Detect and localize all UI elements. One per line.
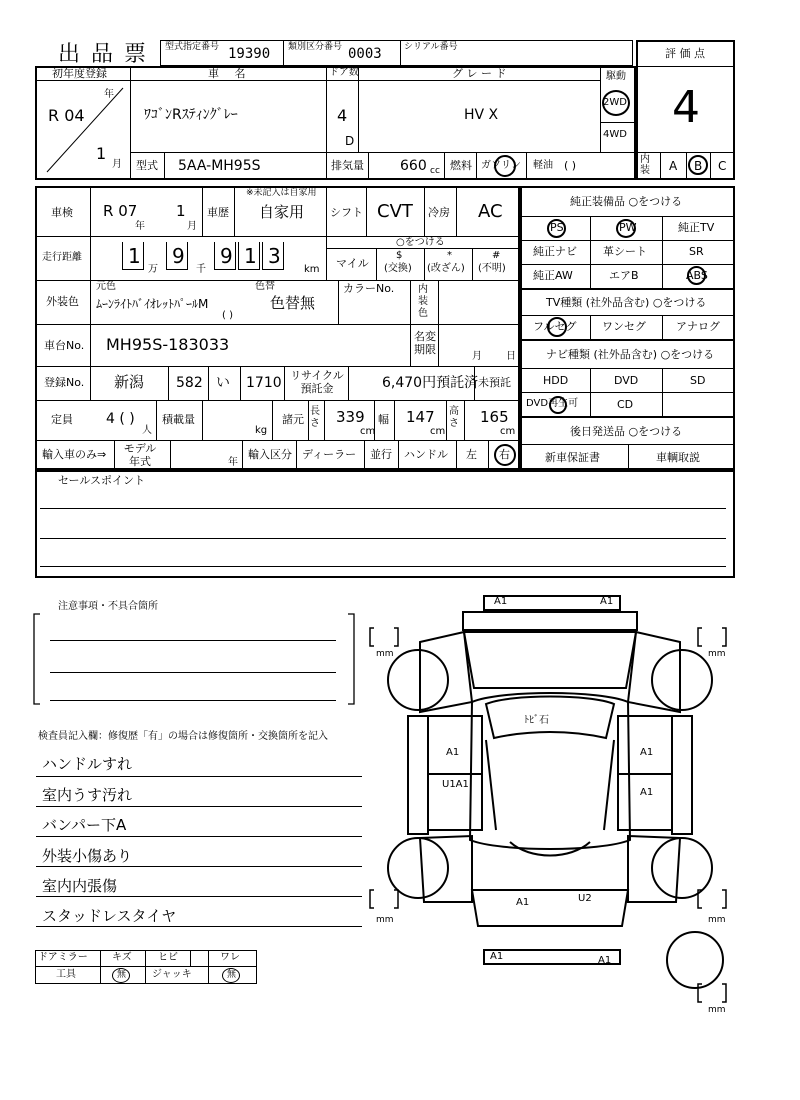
interior-label: 内装	[640, 154, 650, 176]
title-deadline-label: 名変期限	[414, 330, 436, 356]
plate-class: 582	[176, 375, 203, 391]
recycle-label: リサイクル預託金	[290, 369, 344, 395]
equip-ps-circle	[547, 219, 566, 238]
recycle-value: 6,470円預託済	[382, 375, 479, 391]
fuel-gasoline-circle	[494, 155, 516, 177]
unknown-option[interactable]: (不明)	[478, 263, 506, 274]
plate-area: 新潟	[114, 373, 145, 391]
width-cm: cm	[430, 426, 446, 437]
repaint-label: 色替	[255, 281, 275, 292]
tools-none-circle	[112, 968, 130, 983]
tv-fullseg-circle	[547, 317, 567, 337]
navi-hdd[interactable]: HDD	[543, 374, 569, 387]
model-year-unit: 年	[228, 457, 238, 468]
tools-label: 工具	[56, 969, 76, 980]
inspection-month-suffix: 月	[187, 221, 197, 232]
category-label: 類別区分番号	[288, 42, 343, 52]
equip-sr[interactable]: SR	[689, 245, 704, 258]
door-mirror-label: ドアミラー	[38, 952, 88, 963]
damage-rear-bumper-right: A1	[598, 955, 612, 966]
genuine-title: 純正装備品 ○をつける	[570, 195, 683, 208]
equip-airbag[interactable]: エアB	[609, 269, 639, 282]
type-designation-label: 型式指定番号	[165, 42, 220, 52]
inspection-label: 車検	[51, 206, 73, 219]
history-value: 自家用	[259, 203, 305, 221]
jack-none-circle	[222, 968, 240, 983]
width-label: 幅	[378, 413, 389, 426]
navi-cd[interactable]: CD	[617, 398, 634, 411]
interior-color-label: 内装色	[418, 284, 428, 319]
damage-rear-a1: A1	[516, 897, 530, 908]
grade-value: HV X	[464, 107, 499, 123]
page-title: 出 品 票	[58, 42, 148, 67]
later-warranty[interactable]: 新車保証書	[545, 451, 600, 464]
equip-ps[interactable]: PS	[550, 221, 564, 234]
handle-right-circle	[494, 444, 516, 466]
mm-rear-right: mm	[708, 915, 726, 925]
mm-front-right: mm	[708, 649, 726, 659]
navi-dvd-play-circle	[549, 396, 567, 414]
mile-option[interactable]: マイル	[336, 257, 369, 270]
handle-right[interactable]: 右	[499, 448, 510, 461]
jack-label: ジャッキ	[152, 969, 192, 980]
chassis-value: MH95S-183033	[106, 335, 230, 354]
length-label: 長さ	[310, 406, 320, 429]
caution-label: 注意事項・不具合箇所	[58, 601, 158, 612]
interior-a: A	[669, 159, 678, 173]
equip-pw-circle	[616, 219, 636, 238]
drive-4wd: 4WD	[603, 129, 627, 140]
color-label: 外装色	[46, 295, 79, 308]
details-box	[35, 186, 520, 470]
tools-none: 無	[117, 970, 127, 980]
repaint-paren: ( )	[222, 310, 233, 321]
recycle-unpaid: 未預託	[478, 376, 511, 389]
equip-leather[interactable]: 革シート	[603, 245, 647, 258]
equip-abs[interactable]: ABS	[686, 269, 708, 282]
mileage-sen: 千	[196, 264, 206, 275]
shift-value: CVT	[377, 201, 413, 222]
damage-front-left: A1	[494, 596, 508, 607]
tv-fullseg[interactable]: フルセグ	[533, 320, 577, 333]
model-value: 5AA-MH95S	[178, 158, 261, 174]
mileage-digit-5: 3	[268, 244, 281, 268]
dealer-option[interactable]: ディーラー	[302, 448, 357, 461]
swap-option[interactable]: (交換)	[384, 263, 412, 274]
mm-spare: mm	[708, 1005, 726, 1015]
ac-value: AC	[478, 201, 503, 222]
height-cm: cm	[500, 426, 516, 437]
history-label: 車歴	[207, 206, 229, 219]
jack-none: 無	[227, 970, 237, 980]
tamper-mark: *	[447, 250, 452, 261]
first-reg-label: 初年度登録	[52, 67, 107, 80]
category-value: 0003	[348, 46, 382, 62]
car-diagram	[360, 590, 740, 1030]
title-day: 日	[506, 351, 516, 362]
fuel-label: 燃料	[450, 159, 472, 172]
note-item-5: 室内内張傷	[42, 877, 118, 895]
note-item-3: バンパー下A	[42, 816, 127, 834]
model-year-label: モデル年式	[123, 442, 157, 468]
score-label: 評 価 点	[665, 47, 705, 60]
load-unit: kg	[255, 425, 268, 436]
mm-rear-left: mm	[376, 915, 394, 925]
damage-left-front-door: A1	[446, 747, 460, 758]
interior-c: C	[718, 159, 727, 173]
damage-left-rear-door: U1A1	[442, 779, 469, 790]
displacement-cc: cc	[430, 166, 440, 176]
dims-label: 諸元	[282, 413, 304, 426]
later-manual[interactable]: 車輌取説	[656, 451, 700, 464]
import-type-label: 輸入区分	[248, 448, 292, 461]
drive-label: 駆動	[606, 71, 626, 82]
navi-title: ナビ種類 (社外品含む) ○をつける	[546, 348, 715, 361]
equip-aw[interactable]: 純正AW	[533, 269, 573, 282]
import-label: 輸入車のみ⇒	[42, 448, 107, 461]
mileage-digit-1: 1	[128, 244, 141, 268]
parallel-option[interactable]: 並行	[370, 448, 392, 461]
car-name-label: 車 名	[208, 67, 252, 80]
type-designation-value: 19390	[228, 46, 271, 62]
unknown-mark: #	[492, 250, 501, 261]
month-suffix: 月	[112, 159, 122, 170]
equip-nav[interactable]: 純正ナビ	[533, 245, 577, 258]
orig-color-label: 元色	[96, 281, 116, 292]
equip-abs-circle	[687, 266, 706, 285]
door-type: D	[345, 134, 355, 148]
first-reg-month: 1	[96, 144, 107, 163]
chassis-label: 車台No.	[44, 339, 85, 352]
fuel-diesel: 軽油	[533, 160, 553, 171]
width-value: 147	[406, 408, 435, 426]
fuel-other: ( )	[564, 159, 577, 172]
mileage-digit-2: 9	[172, 244, 185, 268]
inspector-label: 検査員記入欄：修復歴「有」の場合は修復箇所・交換箇所を記入	[38, 731, 328, 742]
equip-tv[interactable]: 純正TV	[678, 221, 715, 234]
equip-pw[interactable]: PW	[619, 221, 637, 234]
damage-right-rear-door: A1	[640, 787, 654, 798]
navi-dvd-play[interactable]: DVD再生可	[526, 398, 579, 409]
length-cm: cm	[360, 426, 376, 437]
drive-2wd: 2WD	[603, 97, 627, 108]
mirror-crack[interactable]: ヒビ	[158, 952, 178, 963]
capacity-value: 4 ( )	[106, 411, 135, 427]
height-value: 165	[480, 408, 509, 426]
handle-left[interactable]: 左	[466, 448, 477, 461]
damage-windshield: ﾄﾋﾞ石	[524, 715, 549, 726]
plate-label: 登録No.	[44, 376, 85, 389]
title-month: 月	[472, 351, 482, 362]
height-label: 高さ	[449, 406, 459, 429]
note-item-2: 室内うす汚れ	[42, 786, 133, 804]
capacity-unit: 人	[142, 425, 152, 436]
year-suffix: 年	[104, 89, 114, 100]
grade-label: グ レ ー ド	[452, 67, 507, 80]
note-item-6: スタッドレスタイヤ	[42, 907, 177, 925]
sales-point-label: セールスポイント	[58, 474, 146, 487]
tv-title: TV種類 (社外品含む) ○をつける	[546, 296, 707, 309]
handle-label: ハンドル	[404, 448, 448, 461]
plate-number: 1710	[246, 375, 282, 391]
navi-dvd[interactable]: DVD	[614, 374, 639, 387]
drive-2wd-circle	[602, 90, 630, 116]
damage-rear-u2: U2	[578, 893, 592, 904]
doors-label: ドア数	[329, 67, 359, 78]
interior-b-circle	[688, 155, 708, 175]
repaint-value: 色替無	[270, 294, 316, 312]
load-label: 積載量	[162, 413, 195, 426]
mileage-km: km	[304, 264, 320, 275]
later-title: 後日発送品 ○をつける	[570, 425, 683, 438]
capacity-label: 定員	[51, 413, 73, 426]
mirror-split[interactable]: ワレ	[220, 952, 240, 963]
caution-brackets	[30, 610, 360, 710]
mileage-digit-3: 9	[220, 244, 233, 268]
tv-oneseg[interactable]: ワンセグ	[602, 320, 646, 333]
damage-front-right: A1	[600, 596, 614, 607]
damage-rear-bumper-left: A1	[490, 951, 504, 962]
mileage-mark-note: ○をつける	[396, 237, 445, 248]
inspection-year-suffix: 年	[135, 221, 145, 232]
orig-color-value: ﾑｰﾝﾗｲﾄﾊﾞｲｵﾚｯﾄﾊﾟｰﾙM	[96, 297, 209, 311]
mileage-digit-4: 1	[244, 244, 257, 268]
inspection-month: 1	[176, 202, 186, 220]
displacement-label: 排気量	[331, 159, 364, 172]
note-item-4: 外装小傷あり	[42, 847, 133, 865]
inspection-year: R 07	[103, 202, 138, 220]
mileage-label: 走行距離	[42, 252, 82, 263]
damage-right-front-door: A1	[640, 747, 654, 758]
mirror-scratch[interactable]: キズ	[112, 952, 132, 963]
shift-label: シフト	[330, 206, 363, 219]
navi-sd[interactable]: SD	[690, 374, 706, 387]
plate-kana: い	[216, 375, 230, 391]
mileage-man: 万	[148, 264, 158, 275]
swap-mark: $	[396, 250, 403, 261]
length-value: 339	[336, 408, 365, 426]
score-value: 4	[672, 82, 700, 133]
car-name: ﾜｺﾞﾝRｽﾃｨﾝｸﾞﾚｰ	[144, 107, 238, 123]
serial-label: シリアル番号	[404, 42, 458, 52]
first-reg-year: R 04	[48, 106, 85, 125]
interior-b: B	[694, 159, 703, 173]
history-note: ※未記入は自家用	[246, 188, 317, 198]
color-no-label: カラーNo.	[343, 282, 395, 295]
displacement-value: 660	[400, 158, 427, 174]
tamper-option[interactable]: (改ざん)	[427, 263, 465, 274]
doors-value: 4	[337, 106, 348, 125]
mm-front-left: mm	[376, 649, 394, 659]
tv-analog[interactable]: アナログ	[676, 320, 720, 333]
fuel-gasoline: ガソリン	[481, 160, 521, 171]
note-item-1: ハンドルすれ	[42, 755, 133, 773]
model-label: 型式	[136, 159, 158, 172]
ac-label: 冷房	[428, 206, 450, 219]
